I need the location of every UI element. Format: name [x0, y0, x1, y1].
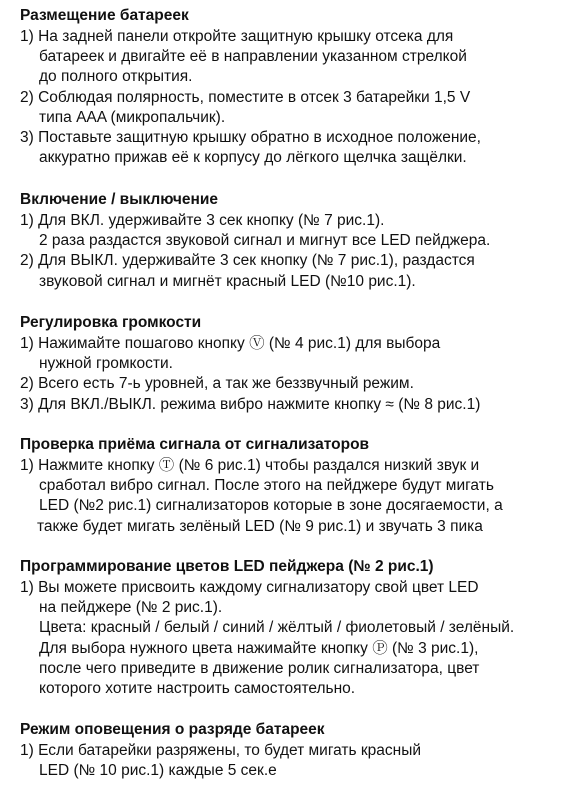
section-signal-check: [20, 435, 565, 537]
section-heading: Включение / выключение: [20, 191, 219, 208]
text-line: батареек и двигайте её в направлении указанном стрелкой: [39, 48, 467, 66]
text-line: до полного открытия.: [39, 68, 193, 86]
text-line: после чего приведите в движение ролик сигнализатора, цвет: [39, 659, 480, 677]
text-line: 1) Если батарейки разряжены, то будет мигать красный: [20, 742, 422, 759]
text-line: сработал вибро сигнал. После этого на пейджере будут мигать: [39, 477, 494, 495]
text-line: Для выбора нужного цвета нажимайте кнопку Ⓟ (№ 3 рис.1),: [39, 639, 479, 657]
text-line: типа AAA (микропальчик).: [39, 108, 226, 126]
text-line: 1) Нажимайте пошагово кнопку Ⓥ (№ 4 рис.1) для выбора: [20, 335, 441, 352]
text-line: 3) Поставьте защитную крышку обратно в исходное положение,: [20, 129, 481, 147]
section-low-battery-alert: [20, 720, 565, 781]
text-line: 1) Вы можете присвоить каждому сигнализатору свой цвет LED: [20, 579, 479, 596]
text-line: 2) Всего есть 7-ь уровней, а так же беззвучный режим.: [20, 375, 414, 393]
section-heading: Размещение батареек: [20, 7, 189, 24]
text-line: 1) Для ВКЛ. удерживайте 3 сек кнопку (№ 7 рис.1).: [20, 212, 385, 229]
section-battery-placement: [20, 6, 565, 168]
text-line: 3) Для ВКЛ./ВЫКЛ. режима вибро нажмите кнопку ≈ (№ 8 рис.1): [20, 395, 481, 413]
text-line: аккуратно прижав её к корпусу до лёгкого щелчка защёлки.: [39, 149, 467, 167]
text-line: 1) Нажмите кнопку Ⓣ (№ 6 рис.1) чтобы раздался низкий звук и: [20, 457, 480, 474]
text-line: 2) Для ВЫКЛ. удерживайте 3 сек кнопку (№ 7 рис.1), раздастся: [20, 252, 475, 270]
text-line: LED (№ 10 рис.1) каждые 5 сек.е: [39, 762, 277, 780]
section-heading: Проверка приёма сигнала от сигнализаторов: [20, 436, 370, 453]
section-heading: Регулировка громкости: [20, 314, 202, 331]
section-heading: Программирование цветов LED пейджера (№ 2 рис.1): [20, 558, 434, 575]
text-line: 2 раза раздастся звуковой сигнал и мигнут все LED пейджера.: [39, 232, 491, 250]
section-heading: Режим оповещения о разряде батареек: [20, 721, 325, 738]
text-line: также будет мигать зелёный LED (№ 9 рис.1) и звучать 3 пика: [37, 517, 483, 535]
section-power-on-off: [20, 190, 565, 292]
text-line: 2) Соблюдая полярность, поместите в отсек 3 батарейки 1,5 V: [20, 88, 471, 106]
text-line: на пейджере (№ 2 рис.1).: [39, 599, 223, 617]
section-led-color-programming: [20, 557, 565, 699]
text-line: звуковой сигнал и мигнёт красный LED (№10 рис.1).: [39, 272, 416, 290]
text-line: 1) На задней панели откройте защитную крышку отсека для: [20, 28, 454, 45]
text-line: Цвета: красный / белый / синий / жёлтый / фиолетовый / зелёный.: [39, 619, 515, 637]
text-line: нужной громкости.: [39, 355, 173, 373]
text-line: которого хотите настроить самостоятельно.: [39, 680, 356, 698]
section-volume-control: [20, 313, 565, 415]
text-line: LED (№2 рис.1) сигнализаторов которые в зоне досягаемости, а: [39, 497, 503, 515]
